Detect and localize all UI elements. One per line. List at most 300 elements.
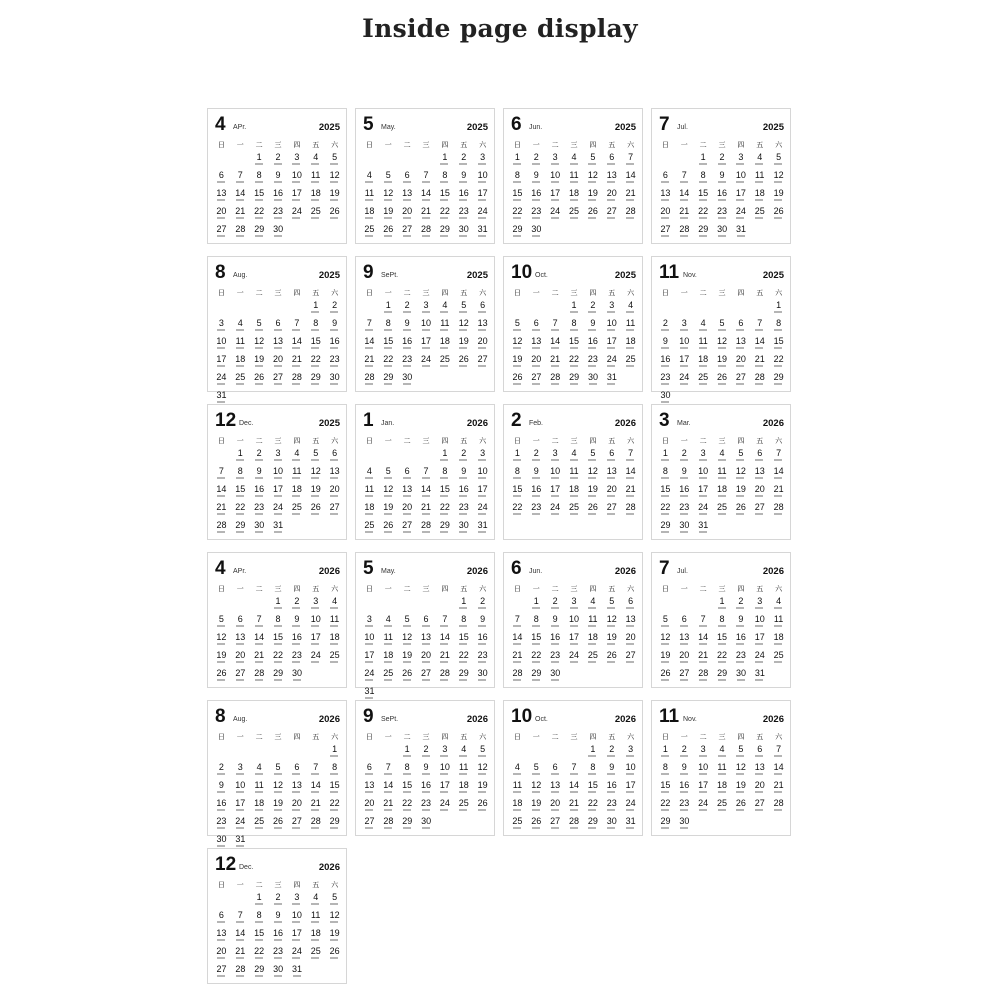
date-cell: 26 — [583, 502, 602, 519]
date-cell: 9 — [713, 170, 732, 187]
empty-cell — [675, 300, 694, 317]
empty-cell — [435, 596, 454, 613]
date-cell: 13 — [602, 170, 621, 187]
empty-cell — [527, 744, 546, 761]
date-cell: 22 — [656, 798, 675, 815]
week-row — [508, 224, 640, 241]
weekday-label: 一 — [384, 586, 392, 593]
week-row — [212, 448, 344, 465]
date-cell: 13 — [398, 484, 417, 501]
weekday-label: 二 — [255, 586, 263, 593]
empty-cell — [417, 448, 436, 465]
date-cell: 12 — [583, 170, 602, 187]
date-cell: 15 — [379, 336, 398, 353]
week-row — [508, 152, 640, 169]
week-row — [360, 170, 492, 187]
week-row — [508, 354, 640, 371]
date-cell: 20 — [360, 798, 379, 815]
week-row — [212, 152, 344, 169]
date-cell: 30 — [473, 668, 492, 685]
empty-cell — [250, 744, 269, 761]
date-cell: 9 — [583, 318, 602, 335]
date-cell: 3 — [546, 152, 565, 169]
date-cell: 31 — [694, 520, 713, 537]
weekday-label: 五 — [756, 734, 764, 741]
week-row — [656, 152, 788, 169]
date-cell: 9 — [675, 466, 694, 483]
weekday-label: 五 — [312, 290, 320, 297]
weekday-header — [212, 880, 344, 890]
date-cell: 10 — [212, 336, 231, 353]
date-cell: 22 — [269, 650, 288, 667]
week-row — [656, 502, 788, 519]
date-cell: 13 — [360, 780, 379, 797]
date-cell: 23 — [325, 354, 344, 371]
week-row — [508, 744, 640, 761]
date-cell: 2 — [675, 744, 694, 761]
week-row — [212, 780, 344, 797]
date-cell: 18 — [750, 188, 769, 205]
date-cell: 13 — [546, 780, 565, 797]
weekday-label: 五 — [756, 438, 764, 445]
date-cell: 3 — [694, 448, 713, 465]
date-cell: 30 — [584, 372, 603, 389]
date-cell: 26 — [454, 354, 473, 371]
date-cell: 12 — [508, 336, 527, 353]
date-cell: 3 — [306, 596, 325, 613]
empty-cell — [675, 596, 694, 613]
date-cell: 2 — [454, 152, 473, 169]
date-cell: 2 — [398, 300, 417, 317]
date-cell: 28 — [769, 798, 788, 815]
date-cell: 8 — [306, 318, 325, 335]
month-abbreviation: Jun. — [529, 568, 543, 575]
date-cell: 15 — [769, 336, 788, 353]
weekday-label: 日 — [365, 586, 373, 593]
date-cell: 11 — [306, 170, 325, 187]
weekday-header — [508, 584, 640, 594]
date-cell: 30 — [212, 834, 231, 851]
weekday-label: 一 — [236, 290, 244, 297]
date-cell: 14 — [546, 336, 565, 353]
date-cell: 2 — [325, 300, 344, 317]
date-cell: 24 — [435, 798, 454, 815]
date-cell: 2 — [269, 152, 288, 169]
date-cell: 21 — [435, 650, 454, 667]
date-cell: 19 — [212, 650, 231, 667]
date-cell: 20 — [750, 484, 769, 501]
date-cell: 17 — [231, 798, 250, 815]
date-cell: 21 — [769, 484, 788, 501]
date-cell: 17 — [565, 632, 584, 649]
date-cell: 28 — [546, 372, 565, 389]
date-cell: 8 — [250, 170, 269, 187]
weekday-label: 五 — [312, 438, 320, 445]
date-cell: 24 — [694, 798, 713, 815]
date-cell: 1 — [527, 596, 546, 613]
date-cell: 21 — [212, 502, 231, 519]
empty-cell — [360, 152, 379, 169]
date-cell: 10 — [269, 466, 288, 483]
date-cell: 30 — [454, 224, 473, 241]
month-card — [207, 108, 347, 244]
date-cell: 24 — [306, 650, 325, 667]
date-cell: 21 — [621, 188, 640, 205]
week-row — [360, 744, 492, 761]
date-cell: 30 — [675, 520, 694, 537]
year-label: 2025 — [466, 122, 488, 133]
date-cell: 31 — [473, 520, 492, 537]
empty-cell — [212, 892, 231, 909]
weekday-label: 一 — [384, 290, 392, 297]
date-cell: 14 — [694, 632, 713, 649]
weekday-label: 五 — [608, 438, 616, 445]
date-cell: 25 — [769, 650, 788, 667]
date-cell: 3 — [675, 318, 694, 335]
weekday-label: 一 — [532, 734, 540, 741]
weekday-label: 三 — [422, 142, 430, 149]
weekday-label: 日 — [217, 438, 225, 445]
week-row — [508, 596, 640, 613]
week-row — [656, 816, 788, 833]
date-cell: 27 — [675, 668, 694, 685]
weekday-label: 三 — [718, 438, 726, 445]
weekday-label: 三 — [274, 142, 282, 149]
weekday-label: 日 — [513, 734, 521, 741]
date-cell: 18 — [325, 632, 344, 649]
date-cell: 15 — [694, 188, 713, 205]
weekday-label: 五 — [608, 734, 616, 741]
date-cell: 4 — [565, 448, 584, 465]
month-card — [651, 256, 791, 400]
date-cell: 7 — [287, 318, 306, 335]
week-row — [360, 614, 492, 631]
weekday-label: 六 — [331, 586, 339, 593]
date-cell: 12 — [454, 318, 473, 335]
weekday-label: 六 — [627, 586, 635, 593]
date-cell: 1 — [250, 892, 269, 909]
date-cell: 28 — [435, 668, 454, 685]
date-cell: 18 — [694, 354, 713, 371]
date-cell: 24 — [694, 502, 713, 519]
weekday-label: 四 — [293, 586, 301, 593]
weekday-label: 四 — [441, 142, 449, 149]
weekday-label: 日 — [365, 142, 373, 149]
date-cell: 12 — [473, 762, 492, 779]
date-cell: 29 — [435, 224, 454, 241]
date-cell: 16 — [454, 188, 473, 205]
weekday-label: 三 — [570, 142, 578, 149]
empty-cell — [360, 596, 379, 613]
weekday-label: 五 — [460, 290, 468, 297]
date-cell: 21 — [508, 650, 527, 667]
date-cell: 7 — [508, 614, 527, 631]
date-cell: 16 — [527, 484, 546, 501]
date-cell: 28 — [417, 520, 436, 537]
weekday-header — [212, 288, 344, 298]
weekday-label: 五 — [460, 586, 468, 593]
date-cell: 28 — [694, 668, 713, 685]
weekday-header — [212, 732, 344, 742]
date-cell: 27 — [417, 668, 436, 685]
date-cell: 3 — [212, 318, 231, 335]
weekday-label: 三 — [274, 438, 282, 445]
weekday-header — [656, 288, 788, 298]
date-cell: 13 — [287, 780, 306, 797]
date-cell: 1 — [379, 300, 398, 317]
week-row — [508, 484, 640, 501]
date-cell: 14 — [769, 466, 788, 483]
weekday-label: 日 — [661, 438, 669, 445]
date-cell: 15 — [231, 484, 250, 501]
date-cell: 19 — [379, 502, 398, 519]
date-cell: 20 — [675, 650, 694, 667]
date-cell: 19 — [731, 780, 750, 797]
weekday-label: 二 — [551, 438, 559, 445]
date-cell: 5 — [398, 614, 417, 631]
date-cell: 6 — [473, 300, 492, 317]
date-cell: 21 — [417, 502, 436, 519]
week-row — [508, 170, 640, 187]
date-cell: 28 — [360, 372, 379, 389]
weekday-label: 二 — [551, 142, 559, 149]
date-cell: 22 — [231, 502, 250, 519]
weekday-label: 四 — [737, 142, 745, 149]
month-card — [207, 256, 347, 400]
year-label: 2026 — [614, 418, 636, 429]
date-cell: 14 — [750, 336, 769, 353]
date-cell: 14 — [360, 336, 379, 353]
week-row — [212, 614, 344, 631]
date-cell: 8 — [656, 762, 675, 779]
date-cell: 9 — [546, 614, 565, 631]
date-cell: 14 — [769, 762, 788, 779]
date-cell: 15 — [435, 484, 454, 501]
week-row — [656, 650, 788, 667]
date-cell: 11 — [360, 484, 379, 501]
date-cell: 28 — [750, 372, 769, 389]
date-cell: 19 — [769, 188, 788, 205]
date-cell: 26 — [325, 206, 344, 223]
date-cell: 31 — [473, 224, 492, 241]
date-cell: 28 — [621, 206, 640, 223]
date-cell: 13 — [398, 188, 417, 205]
week-row — [212, 928, 344, 945]
month-abbreviation: Nov. — [683, 272, 697, 279]
date-cell: 21 — [306, 798, 325, 815]
weekday-label: 一 — [236, 438, 244, 445]
empty-cell — [417, 152, 436, 169]
date-cell: 18 — [713, 780, 732, 797]
date-cell: 18 — [250, 798, 269, 815]
week-row — [212, 354, 344, 371]
month-card — [651, 404, 791, 540]
weekday-label: 六 — [775, 586, 783, 593]
date-cell: 3 — [360, 614, 379, 631]
date-cell: 29 — [231, 520, 250, 537]
weekday-label: 日 — [217, 142, 225, 149]
date-cell: 7 — [694, 614, 713, 631]
week-row — [212, 318, 344, 335]
date-cell: 30 — [713, 224, 732, 241]
month-number: 10 — [511, 262, 533, 283]
date-cell: 20 — [527, 354, 546, 371]
date-cell: 25 — [287, 502, 306, 519]
date-cell: 6 — [750, 448, 769, 465]
weekday-label: 二 — [699, 142, 707, 149]
weekday-label: 六 — [479, 734, 487, 741]
weekday-label: 五 — [312, 882, 320, 889]
date-cell: 8 — [527, 614, 546, 631]
date-cell: 25 — [231, 372, 250, 389]
date-cell: 23 — [527, 206, 546, 223]
date-cell: 10 — [731, 170, 750, 187]
empty-cell — [656, 152, 675, 169]
date-cell: 29 — [454, 668, 473, 685]
date-cell: 22 — [435, 502, 454, 519]
date-cell: 2 — [287, 596, 306, 613]
weekday-label: 日 — [513, 142, 521, 149]
date-cell: 21 — [621, 484, 640, 501]
date-cell: 24 — [602, 354, 621, 371]
weekday-label: 二 — [403, 438, 411, 445]
week-row — [360, 466, 492, 483]
date-cell: 4 — [713, 744, 732, 761]
month-number: 5 — [363, 114, 374, 135]
date-cell: 17 — [750, 632, 769, 649]
date-cell: 29 — [527, 668, 546, 685]
date-cell: 17 — [287, 928, 306, 945]
date-cell: 22 — [713, 650, 732, 667]
week-row — [212, 484, 344, 501]
date-cell: 6 — [231, 614, 250, 631]
week-row — [212, 300, 344, 317]
date-cell: 2 — [602, 744, 621, 761]
date-cell: 9 — [473, 614, 492, 631]
date-cell: 23 — [602, 798, 621, 815]
date-cell: 11 — [694, 336, 713, 353]
date-cell: 17 — [621, 780, 640, 797]
date-cell: 25 — [750, 206, 769, 223]
weekday-label: 四 — [441, 438, 449, 445]
date-cell: 13 — [656, 188, 675, 205]
date-cell: 20 — [212, 946, 231, 963]
date-cell: 29 — [250, 964, 269, 981]
weekday-label: 二 — [699, 734, 707, 741]
date-cell: 17 — [731, 188, 750, 205]
weekday-label: 一 — [680, 290, 688, 297]
date-cell: 5 — [508, 318, 527, 335]
date-cell: 6 — [546, 762, 565, 779]
date-cell: 23 — [675, 798, 694, 815]
empty-cell — [379, 596, 398, 613]
month-abbreviation: May. — [381, 568, 396, 575]
week-row — [656, 448, 788, 465]
week-row — [508, 318, 640, 335]
date-cell: 12 — [250, 336, 269, 353]
weekday-label: 二 — [255, 290, 263, 297]
empty-cell — [231, 300, 250, 317]
date-cell: 3 — [621, 744, 640, 761]
date-cell: 18 — [435, 336, 454, 353]
empty-cell — [508, 596, 527, 613]
date-cell: 20 — [731, 354, 750, 371]
date-cell: 16 — [287, 632, 306, 649]
date-cell: 10 — [546, 170, 565, 187]
empty-cell — [250, 300, 269, 317]
date-cell: 18 — [306, 928, 325, 945]
weekday-label: 三 — [274, 586, 282, 593]
date-cell: 9 — [656, 336, 675, 353]
date-cell: 12 — [306, 466, 325, 483]
week-row — [360, 502, 492, 519]
date-cell: 16 — [325, 336, 344, 353]
date-cell: 10 — [473, 466, 492, 483]
weekday-label: 二 — [255, 438, 263, 445]
month-card — [207, 552, 347, 688]
date-cell: 1 — [656, 744, 675, 761]
date-cell: 24 — [417, 354, 436, 371]
date-cell: 3 — [602, 300, 621, 317]
date-cell: 23 — [454, 502, 473, 519]
date-cell: 5 — [473, 744, 492, 761]
date-cell: 22 — [398, 798, 417, 815]
week-row — [360, 484, 492, 501]
month-number: 7 — [659, 558, 670, 579]
weekday-label: 五 — [608, 142, 616, 149]
weekday-label: 六 — [331, 734, 339, 741]
date-cell: 29 — [656, 816, 675, 833]
weekday-label: 五 — [312, 586, 320, 593]
date-cell: 1 — [435, 448, 454, 465]
date-cell: 5 — [656, 614, 675, 631]
date-cell: 12 — [269, 780, 288, 797]
month-card — [355, 256, 495, 392]
weekday-label: 二 — [403, 290, 411, 297]
week-row — [360, 520, 492, 537]
weekday-label: 三 — [570, 586, 578, 593]
date-cell: 16 — [269, 928, 288, 945]
date-cell: 29 — [379, 372, 398, 389]
weekday-label: 四 — [441, 290, 449, 297]
weekday-label: 四 — [589, 290, 597, 297]
weekday-label: 三 — [274, 882, 282, 889]
date-cell: 22 — [250, 946, 269, 963]
date-cell: 19 — [379, 206, 398, 223]
date-cell: 27 — [602, 502, 621, 519]
date-cell: 6 — [360, 762, 379, 779]
weekday-header — [508, 436, 640, 446]
date-cell: 25 — [306, 946, 325, 963]
date-cell: 7 — [750, 318, 769, 335]
date-cell: 26 — [306, 502, 325, 519]
date-cell: 27 — [360, 816, 379, 833]
date-cell: 23 — [269, 946, 288, 963]
weekday-label: 六 — [331, 438, 339, 445]
date-cell: 19 — [602, 632, 621, 649]
date-cell: 8 — [231, 466, 250, 483]
date-cell: 8 — [656, 466, 675, 483]
date-cell: 24 — [731, 206, 750, 223]
date-cell: 30 — [546, 668, 565, 685]
week-row — [212, 188, 344, 205]
date-cell: 28 — [250, 668, 269, 685]
year-label: 2025 — [318, 418, 340, 429]
date-cell: 29 — [694, 224, 713, 241]
date-cell: 15 — [435, 188, 454, 205]
date-cell: 19 — [250, 354, 269, 371]
date-cell: 11 — [287, 466, 306, 483]
